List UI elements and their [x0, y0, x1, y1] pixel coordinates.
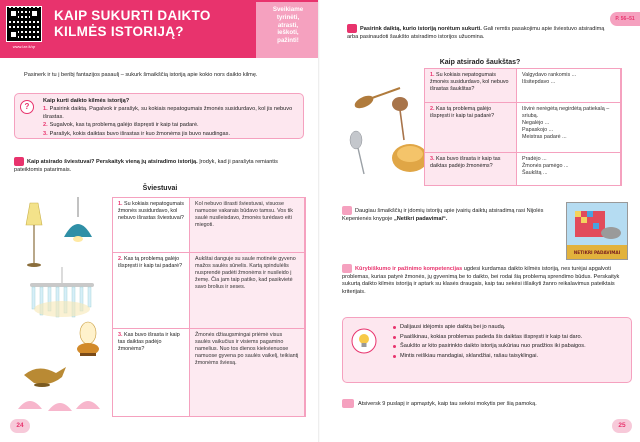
intro-text: Pasinerk ir tu į beribį fantazijos pasaulį – sukurk šmaikščią istoriją apie kokio nors daikto kilmę. [24, 72, 258, 78]
lesson-header [0, 0, 320, 58]
floor-lamp-icon [26, 203, 42, 267]
table-row: 3. Kas buvo išrasta ir kaip tas daiktas padėjo žmonėms? [113, 329, 190, 416]
metal-spoon-icon [350, 131, 364, 174]
task-icon [347, 24, 357, 33]
table-title: Kaip atsirado šaukštas? [439, 59, 521, 66]
task-icon [14, 157, 24, 166]
qr-url: www.lze.lt/qr [12, 44, 36, 49]
table-row: 1. Su kokiais nepatogumais žmonės susidurdavo, kol nebuvo išrastas šaukštas? [425, 69, 517, 103]
list-item: Dalijausi idėjomis apie daiktą bei jo naudą. [393, 324, 627, 332]
wooden-spoon-icon [353, 88, 400, 111]
criteria-box [342, 317, 632, 383]
spoons-illustration [342, 82, 432, 177]
table-row: 2. Kas tą problemą galėjo išspręsti ir kaip tai padarė? [425, 103, 517, 153]
table-cell: Aukštai danguje su saule motinėle gyveno mažos saulės sūnelis. Kartą spindulėlis nusprendė padėti žmonėms ir nusileido į žemę. Čia jam taip patiko, kad pasikvietė savo brolius ir seses. [190, 253, 305, 329]
task-text: Pasirink daiktą, kurio istoriją norėtum sukurti. Gali remtis pasakojimu apie šviestuvo atsiradimą arba pasinaudoti šaukšto atsiradimo istorijos užuomina. [347, 25, 605, 40]
oil-lamp-icon [77, 322, 99, 356]
page-reference-badge: P. 56–51 [610, 12, 640, 26]
final-instruction: Atsiversk 9 puslapį ir apmąstyk, kaip tau sekėsi mokytis per šią pamoką. [342, 399, 632, 409]
guide-box [14, 93, 304, 139]
list-item: Mintis reiškiau mandagiai, sklandžiai, rašau taisyklingai. [393, 353, 627, 361]
criteria-list [393, 324, 627, 362]
list-item: 3. Parašyk, kokis daiktas buvo išrastas ir kuo žmonėms jis buvo naudingas. [43, 131, 230, 138]
spoon-story-table [424, 68, 622, 186]
table-row: 3. Kas buvo išrasta ir kaip tas daiktas padėjo žmonėms? [425, 153, 517, 185]
table-cell: Išvirė nerėgėtą negirdėtą patiekalą – sriubą. Negalėjo ... Papaskojo ... Meistras padarė ... [517, 103, 621, 153]
qr-code[interactable] [6, 6, 42, 42]
bowl-icon [392, 144, 428, 172]
evaluation-text: Kūrybiškumo ir pažinimo kompetencijas ugdesi kurdamas daikto kilmės istoriją, nes turėjai apgalvoti problemas, kurias patyrė žmonės, jų gyvenimą be to daikto, bei rodai šią problemą sprendimo būdus. Perskaityk sukurtą daikto kilmės istoriją ir aptark su klasės draugais, kaip tau sekėsi išlaikyti žanro reikalavimus pateiktais kriterijais. [342, 265, 620, 295]
reflection-icon [342, 264, 352, 273]
chandelier-icon [30, 267, 94, 317]
list-item: 2. Sugalvok, kas tą problemą galėjo išspręsti ir kaip tai padarė. [43, 122, 199, 129]
book-title-label: NETIKRI PADAVIMAI [573, 250, 621, 255]
page-number: 24 [10, 419, 30, 433]
header-motto: Sveikiame tyrinėti, atrasti, ieškoti, pažinti! [256, 2, 320, 58]
table-cell: Pradėjo ... Žmonės pamėgo ... Šaukštą ... [517, 153, 621, 185]
right-page [320, 0, 640, 442]
reading-tip: Daugiau šmaikščių ir įdomių istorijų apie įvairių daiktų atsiradimą rasi Nijolės Kepenienės knygoje „Netikri padavimai“. [342, 207, 544, 222]
left-story-table [112, 197, 306, 417]
pink-lamp-icon [18, 401, 100, 411]
pendant-lamp-icon [64, 197, 92, 242]
guide-question: Kaip kurti daikto kilmės istoriją? [43, 98, 130, 104]
guide-steps [43, 106, 301, 140]
list-item: Paaiškinau, kokias problemas padeda šis daiktas išspręsti ir kaip tai daro. [393, 334, 627, 342]
table-title: Šviestuvai [142, 185, 178, 192]
page-number: 25 [612, 419, 632, 433]
table-row: 1. Su kokiais nepatogumais žmonės susidurdavo, kol nebuvo išrastas šviestuvai? [113, 198, 190, 253]
arrow-icon [342, 399, 354, 408]
table-cell: Kol nebuvo išrasti šviestuvai, visuose namuose vakarais būdavo tamsu. Vos tik saulė nusileisdavo, žmonės turėdavo eiti miegoti. [190, 198, 305, 253]
book-icon [342, 206, 352, 215]
book-cover-image [566, 202, 628, 260]
lamps-illustration [16, 197, 108, 417]
table-row: 2. Kas tą problemą galėjo išspręsti ir kaip tai padarė? [113, 253, 190, 329]
ladle-icon [392, 97, 408, 140]
lightbulb-icon [351, 328, 377, 354]
genie-lamp-icon [24, 367, 66, 387]
list-item: 1. Pasirink daiktą. Pagalvok ir parašyk, su kokiais nepatogumais žmonės susidurdavo, kol jis nebuvo išrastas. [43, 106, 293, 120]
table-cell: Žmonės džiaugsmingai priėmė visus saulės vaikučius ir visiems pagamino namelius. Nuo tos dienos kiekvienuose namuose gyvena po saulės vaikelį, teikiantį žmonėms šviesą. [190, 329, 305, 416]
list-item: Šaukšto ar kito pasirinkto daikto istoriją sukūriau nuo pradžios iki pabaigos. [393, 343, 627, 351]
task-text: Kaip atsirado šviestuvai? Perskaityk vieną jų atsiradimo istoriją. Įrodyk, kad ji parašyta remiantis pateiktomis patarimais. [14, 158, 278, 173]
table-cell: Valgydavo rankomis ... Išsitepdavo ... [517, 69, 621, 103]
lightbulb-icon: ? [20, 100, 34, 114]
page-title: KAIP SUKURTI DAIKTO KILMĖS ISTORIJĄ? [54, 8, 211, 39]
